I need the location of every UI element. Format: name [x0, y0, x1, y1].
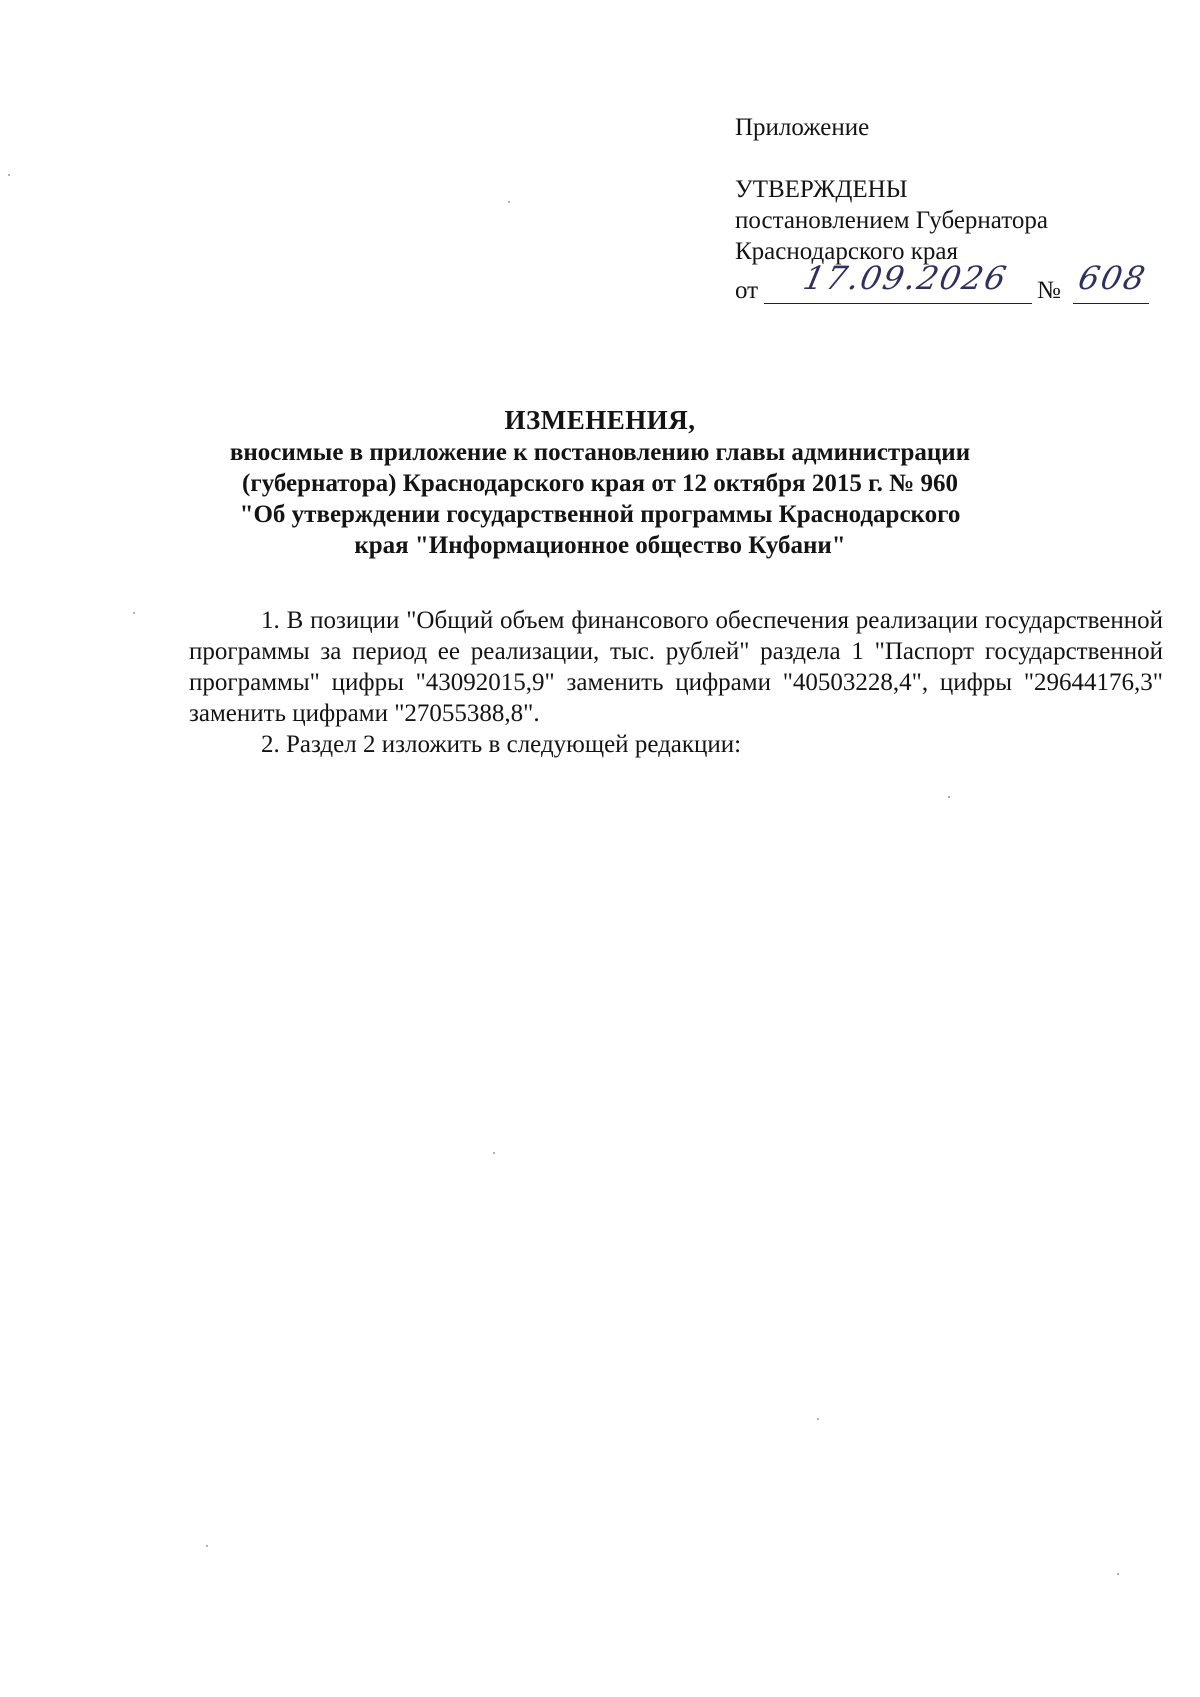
number-sign: № [1037, 277, 1061, 304]
approved-by-line-2: Краснодарского края [735, 238, 958, 265]
handwritten-date: 17.09.2026 [800, 259, 1012, 297]
scan-speck [817, 1418, 819, 1420]
title-heading: ИЗМЕНЕНИЯ, [504, 405, 696, 435]
approved-by-line-1: постановлением Губернатора [735, 207, 1048, 234]
scan-speck [493, 1152, 495, 1154]
handwritten-number: 608 [1075, 259, 1151, 297]
document-title [180, 403, 1020, 561]
title-line-2: (губернатора) Краснодарского края от 12 октября 2015 г. № 960 [242, 470, 958, 497]
approval-block [735, 112, 1175, 307]
scan-speck [508, 201, 510, 203]
annex-label: Приложение [735, 114, 870, 141]
scan-speck [8, 174, 10, 176]
paragraph-1: 1. В позиции "Общий объем финансового обеспечения реализации государственной программы за период ее реализации, тыс. рублей" раздела 1 "Паспорт государственной программы" цифры "43092015,9" заменить цифрами "40503228,4", цифры "29644176,3" заменить цифрами "27055388,8". [189, 607, 1163, 727]
scan-speck [133, 612, 135, 614]
scan-speck [948, 796, 950, 798]
document-body [189, 605, 1163, 760]
title-line-1: вносимые в приложение к постановлению главы администрации [229, 439, 971, 466]
title-line-3: "Об утверждении государственной программы Краснодарского [239, 501, 961, 528]
approved-label: УТВЕРЖДЕНЫ [735, 176, 908, 203]
date-field [764, 259, 1032, 304]
paragraph-2: 2. Раздел 2 изложить в следующей редакции: [261, 731, 742, 758]
title-line-4: края "Информационное общество Кубани" [354, 532, 846, 559]
scan-speck [1117, 1573, 1119, 1575]
date-number-line [735, 259, 1175, 307]
date-prefix: от [735, 277, 759, 304]
scan-speck [206, 1545, 208, 1547]
number-field [1073, 259, 1151, 304]
